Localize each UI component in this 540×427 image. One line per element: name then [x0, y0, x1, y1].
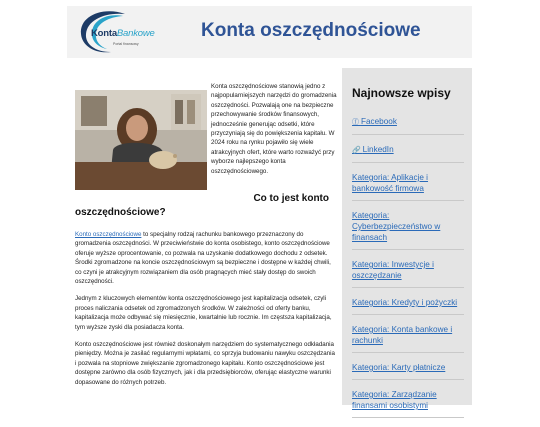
- page: [67, 0, 472, 410]
- facebook-icon: ⓕ: [352, 119, 361, 126]
- article: [75, 80, 337, 405]
- paragraph-2: Jednym z kluczowych elementów konta oszczędnościowego jest kapitalizacja odsetek, czyli proces naliczania odsetek od zgromadzonych środków. W zależności od oferty banku, kapitalizacja może odbywać się miesięcznie, kwartalnie lub rocznie. Im częstsza kapitalizacja, tym wyższe zyski dla posiadacza konta.: [75, 295, 332, 331]
- category-link[interactable]: Kategoria: Kredyty i pożyczki: [352, 298, 458, 307]
- paragraph-1: Konto oszczędnościowe to specjalny rodzaj rachunku bankowego przeznaczony do gromadzenia oszczędności. W przeciwieństwie do konta osobistego, konto oszczędnościowe oferuje wyższe oprocentowanie, co pozwala na uzyskanie dodatkowego dochodu z odsetek. Środki zgromadzone na koncie oszczędnościowym są bezpieczne i dostępne w każdej chwili, co czyni je atrakcyjnym rozwiązaniem dla osób pragnących mieć stały dostęp do swoich oszczędności.: [75, 231, 331, 286]
- category-link[interactable]: Kategoria: Aplikacje i bankowość firmowa: [352, 173, 429, 193]
- site-title[interactable]: Konta oszczędnościowe: [201, 20, 421, 41]
- sidebar-item-facebook: [352, 116, 464, 135]
- sidebar: [342, 68, 472, 410]
- category-link[interactable]: Kategoria: Konta bankowe i rachunki: [352, 325, 453, 345]
- linkedin-link[interactable]: 🔗 LinkedIn: [352, 145, 394, 154]
- sidebar-item-finance: [352, 389, 464, 418]
- sidebar-item-loans: [352, 297, 464, 315]
- sidebar-item-investments: [352, 259, 464, 288]
- site-logo[interactable]: [73, 8, 163, 56]
- woman-with-piggy-bank-photo: [75, 90, 207, 190]
- sidebar-title: Najnowsze wpisy: [352, 86, 451, 100]
- section-heading: Co to jest konto oszczędnościowe?: [75, 193, 329, 218]
- category-link[interactable]: Kategoria: Cyberbezpieczeństwo w finansach: [352, 211, 441, 242]
- logo-text: KontaBankowe: [91, 28, 155, 39]
- sidebar-item-apps: [352, 172, 464, 201]
- savings-account-link[interactable]: Konto oszczędnościowe: [75, 231, 142, 238]
- sidebar-item-cyber: [352, 210, 464, 250]
- category-link[interactable]: Kategoria: Karty płatnicze: [352, 363, 446, 372]
- site-header: [67, 6, 472, 58]
- paragraph-3: Konto oszczędnościowe jest również doskonałym narzędziem do systematycznego odkładania pieniędzy. Można je zasilać regularnymi wpłatami, co sprzyja budowaniu nawyku oszczędzania i pozwala na stopniowe zwiększanie zgromadzonego kapitału. Konto oszczędnościowe jest dostępne zarówno dla osób fizycznych, jak i dla przedsiębiorców, oferując elastyczne warunki dopasowane do różnych potrzeb.: [75, 341, 335, 386]
- category-link[interactable]: Kategoria: Zarządzanie finansami osobistymi: [352, 390, 437, 410]
- article-body: [75, 230, 337, 395]
- sidebar-list: [352, 116, 464, 427]
- sidebar-item-cards: [352, 362, 464, 380]
- sidebar-item-linkedin: [352, 144, 464, 163]
- sidebar-item-accounts: [352, 324, 464, 353]
- facebook-link[interactable]: ⓕ Facebook: [352, 117, 397, 126]
- link-icon: 🔗: [352, 147, 363, 154]
- logo-tagline: Portal finansowy: [113, 42, 139, 46]
- category-link[interactable]: Kategoria: Inwestycje i oszczędzanie: [352, 260, 434, 280]
- intro-paragraph: Konta oszczędnościowe stanowią jedno z najpopularniejszych narzędzi do gromadzenia oszczędności. Pozwalają one na bezpieczne przechowywanie środków finansowych, jednocześnie generując odsetki, które przyczyniają się do powiększenia kapitału. W 2024 roku na rynku pojawiło się wiele atrakcyjnych ofert, które warto rozważyć przy wyborze najlepszego konta oszczędnościowego.: [211, 83, 337, 175]
- article-hero-image: [75, 90, 207, 190]
